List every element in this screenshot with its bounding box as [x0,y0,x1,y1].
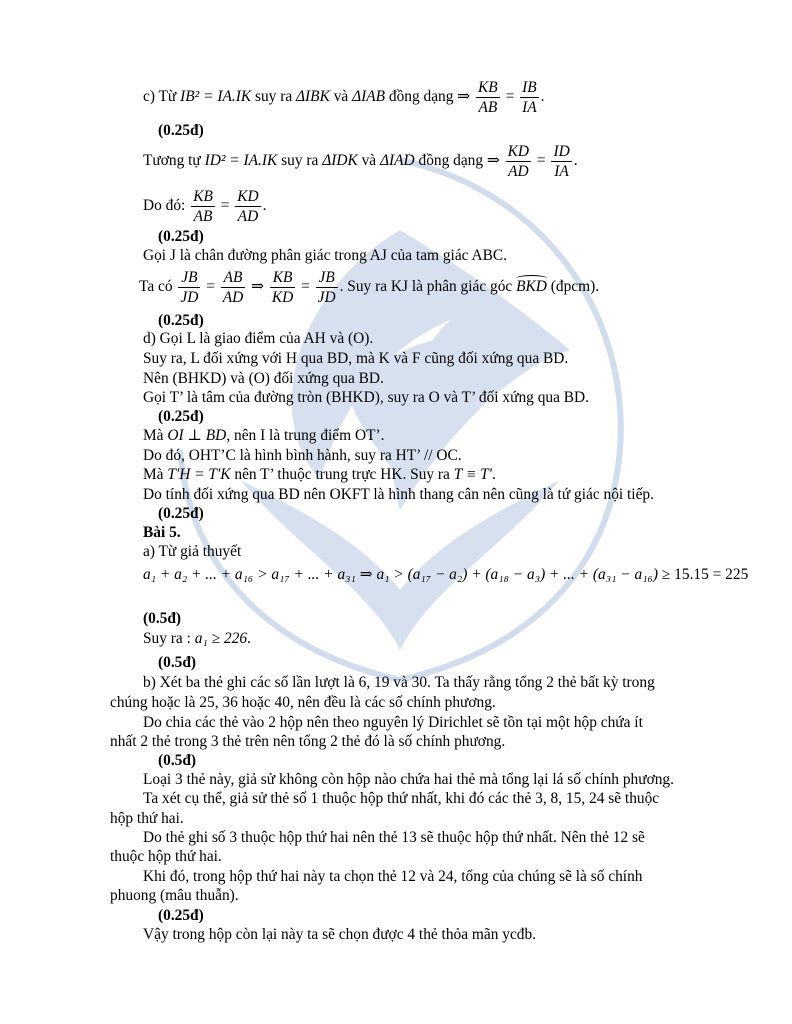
line-d2: Suy ra, L đối xứng với H qua BD, mà K và F cũng đối xứng qua BD. [143,350,569,367]
line-b4: nhất 2 thẻ trong 3 thẻ trên nên tổng 2 thẻ đó là số chính phương. [110,733,506,750]
text: và [357,152,380,170]
text: Ta có [139,278,177,296]
line-d6: Do đó, OHT’C là hình bình hành, suy ra HT’ // OC. [143,447,462,464]
line-a3 [143,630,251,648]
math: ΔIBK [296,88,330,106]
line-b8: Do thẻ ghi số 3 thuộc hộp thứ hai nên thẻ 13 sẽ thuộc hộp thứ nhất. Nên thẻ 12 sẽ [143,829,645,846]
text: (đpcm). [546,278,600,296]
line-d5 [143,427,384,445]
fraction: $\frac{JB}{JD}$ [180,269,199,306]
text: suy ra [277,152,323,170]
math: ΔIDK [322,152,358,170]
line-a2 [143,566,748,584]
math: ≥ 15.15 = 225 [658,566,749,583]
line-c2: Tương tự ID² = IA.IK suy ra ΔIDK và ΔIAD đồng dạng ⇒ $\frac{KD}{AD}$ = $\frac{ID}{IA}$ . [143,143,578,180]
fraction: $\frac{KB}{KD}$ [271,269,294,306]
fraction: $\frac{KD}{AD}$ [237,188,259,225]
text: và [329,88,353,106]
line-a1: a) Từ giả thuyết [143,543,242,560]
text: đồng dạng ⇒ [414,152,504,170]
fraction: $\frac{KD}{AD}$ [507,143,530,180]
line-b2: chúng hoặc là 25, 36 hoặc 40, nên đều là các số chính phương. [110,694,496,711]
line-d3: Nên (BHKD) và (O) đối xứng qua BD. [143,370,384,387]
score-label: (0.5đ) [158,654,197,671]
score-label: (0.25đ) [158,312,204,329]
text: Mà [143,427,168,444]
score-label: (0.5đ) [143,610,182,627]
text: Suy ra : [143,630,195,647]
score-label: (0.25đ) [158,122,204,139]
line-b11: phuong (mâu thuẫn). [110,887,239,904]
math: OI ⊥ BD [167,427,227,444]
line-b7: hộp thứ hai. [110,810,184,827]
score-label: (0.25đ) [158,408,204,425]
fraction: $\frac{JB}{JD}$ [317,269,336,306]
line-d4: Gọi T’ là tâm của đường tròn (BHKD), suy ra O và T’ đối xứng qua BD. [143,389,589,406]
line-d8: Do tính đối xứng qua BD nên OKFT là hình thang cân nên cũng là tứ giác nội tiếp. [143,486,654,503]
section-heading: Bài 5. [143,524,181,541]
score-label: (0.25đ) [158,505,204,522]
math: ΔIAB [352,88,386,106]
fraction: $\frac{KB}{AB}$ [193,188,213,225]
math: a₁ + a₂ + ... + a₁₆ > a₁₇ + ... + a₃₁ ⇒ a₁ > (a₁₇ − a₂) + (a₁₈ − a₃) + ... + (a₃₁ − a₁₆) [143,566,659,583]
line-b10: Khi đó, trong hộp thứ hai này ta chọn thẻ 12 và 24, tổng của chúng sẽ là số chính [143,868,643,885]
line-b1: b) Xét ba thẻ ghi các số lần lượt là 6, 19 và 30. Ta thấy rằng tổng 2 thẻ bất kỳ trong [143,674,655,691]
line-c1: c) Từ IB² = IA.IK suy ra ΔIBK và ΔIAB đồng dạng ⇒ $\frac{KB}{AB}$ = $\frac{IB}{IA}$ . [143,79,545,116]
line-b3: Do chia các thẻ vào 2 hộp nên theo nguyên lý Dirichlet sẽ tồn tại một hộp chứa ít [143,714,643,731]
text: suy ra [251,88,297,106]
math: T'H = T'K [167,466,231,483]
text: c) Từ [143,88,181,106]
line-c5: Ta có $\frac{JB}{JD}$ = $\frac{AB}{AD}$ ⇒ $\frac{KB}{KD}$ = $\frac{JB}{JD}$ . Suy ra KJ là phân giác góc BKD (đpcm). [139,269,600,306]
text: . Suy ra KJ là phân giác góc [339,278,517,296]
math: ΔIAD [379,152,415,170]
text: Mà [143,466,168,483]
line-d1: d) Gọi L là giao điểm của AH và (O). [143,330,374,347]
fraction: $\frac{AB}{AD}$ [222,269,244,306]
angle-symbol: BKD [516,278,547,296]
line-b6: Ta xét cụ thể, giả sử thẻ số 1 thuộc hộp thứ nhất, khi đó các thẻ 3, 8, 15, 24 sẽ thuộc [143,790,660,807]
score-label: (0.25đ) [158,228,204,245]
math: IB² = IA.IK [180,88,252,106]
line-d7 [143,466,496,484]
math: T ≡ T' [453,466,492,483]
text: Do đó: [143,197,190,215]
line-b9: thuộc hộp thứ hai. [110,848,222,865]
text: Tương tự [143,152,205,170]
fraction: $\frac{IB}{IA}$ [522,79,537,116]
line-c4: Gọi J là chân đường phân giác trong AJ của tam giác ABC. [143,247,507,264]
score-label: (0.25đ) [158,907,204,924]
fraction: $\frac{KB}{AB}$ [478,79,498,116]
score-label: (0.5đ) [158,752,197,769]
text: đồng dạng ⇒ [385,88,475,106]
math: a₁ ≥ 226 [194,630,248,647]
line-b5: Loại 3 thẻ này, giả sử không còn hộp nào chứa hai thẻ mà tổng lại lá số chính phương. [143,771,674,788]
text: , nên I là trung điểm OT’. [226,427,385,444]
fraction: $\frac{ID}{IA}$ [553,143,570,180]
line-b12: Vậy trong hộp còn lại này ta sẽ chọn được 4 thẻ thỏa mãn ycđb. [143,926,537,943]
line-c3: Do đó: $\frac{KB}{AB}$ = $\frac{KD}{AD}$ . [143,188,267,225]
math: ID² = IA.IK [204,152,278,170]
text: . [491,466,496,483]
text: . [247,630,251,647]
text: nên T’ thuộc trung trực HK. Suy ra [230,466,454,483]
